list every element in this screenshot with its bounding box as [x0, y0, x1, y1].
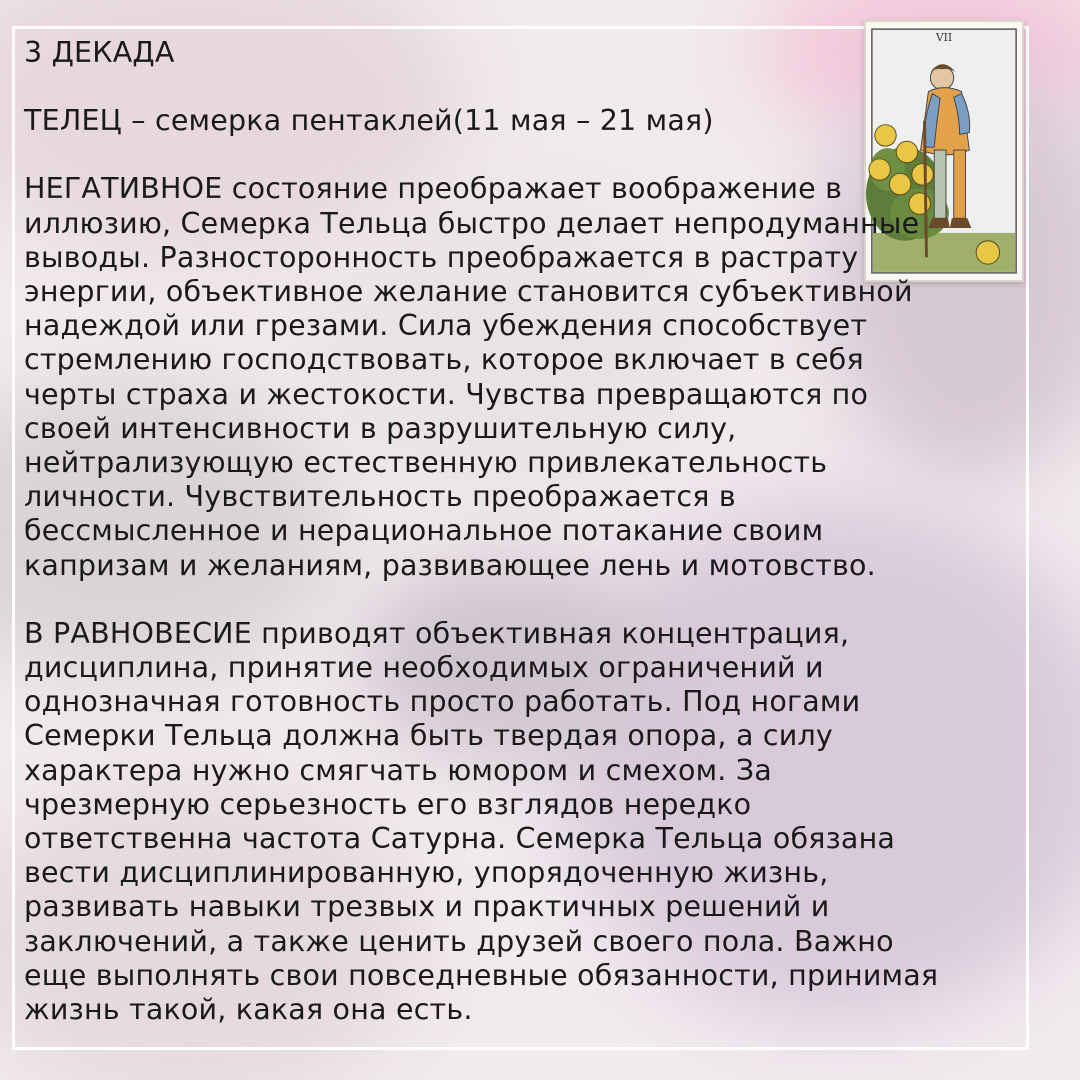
text-line: капризам и желаниям, развивающее лень и мотовство. — [24, 548, 876, 582]
text-line: еще выполнять свои повседневные обязанности, принимая — [24, 958, 939, 992]
text-line: выводы. Разносторонность преображается в растрату — [24, 240, 859, 274]
text-line: черты страха и жестокости. Чувства превращаются по — [24, 377, 869, 411]
text-line: бессмысленное и нерациональное потакание своим — [24, 514, 824, 548]
paragraph-balance — [24, 617, 1044, 1027]
text-line: нейтрализующую естественную привлекательность — [24, 446, 828, 480]
text-line: стремлению господствовать, которое включает в себя — [24, 343, 864, 377]
text-line: чрезмерную серьезность его взглядов нередко — [24, 787, 752, 821]
text-line: надеждой или грезами. Сила убеждения способствует — [24, 309, 868, 343]
text-line: ответственна частота Сатурна. Семерка Тельца обязана — [24, 822, 896, 856]
text-line: однозначная готовность просто работать. Под ногами — [24, 685, 861, 719]
text-line: характера нужно смягчать юмором и смехом. За — [24, 753, 772, 787]
text-line: В РАВНОВЕСИЕ приводят объективная концентрация, — [24, 616, 850, 650]
text-line: жизнь такой, какая она есть. — [24, 993, 473, 1027]
text-line: развивать навыки трезвых и практичных решений и — [24, 890, 830, 924]
card-numeral: VII — [935, 30, 953, 44]
text-line: своей интенсивности в разрушительную силу, — [24, 411, 737, 445]
text-line: вести дисциплинированную, упорядоченную жизнь, — [24, 856, 829, 890]
text-line: личности. Чувствительность преображается в — [24, 480, 736, 514]
text-line: иллюзию, Семерка Тельца быстро делает непродуманные — [24, 206, 920, 240]
text-line: заключений, а также ценить друзей своего пола. Важно — [24, 924, 894, 958]
paragraph-negative — [24, 172, 1044, 582]
heading-sign-card: ТЕЛЕЦ – семерка пентаклей(11 мая – 21 мая) — [24, 104, 714, 138]
text-line: дисциплина, принятие необходимых ограничений и — [24, 651, 824, 685]
text-line: Семерки Тельца должна быть твердая опора, а силу — [24, 719, 833, 753]
article-text — [24, 36, 1044, 1027]
text-line: НЕГАТИВНОЕ состояние преображает воображение в — [24, 172, 843, 206]
text-line: энергии, объективное желание становится субъективной — [24, 275, 913, 309]
heading-decade: 3 ДЕКАДА — [24, 36, 175, 69]
